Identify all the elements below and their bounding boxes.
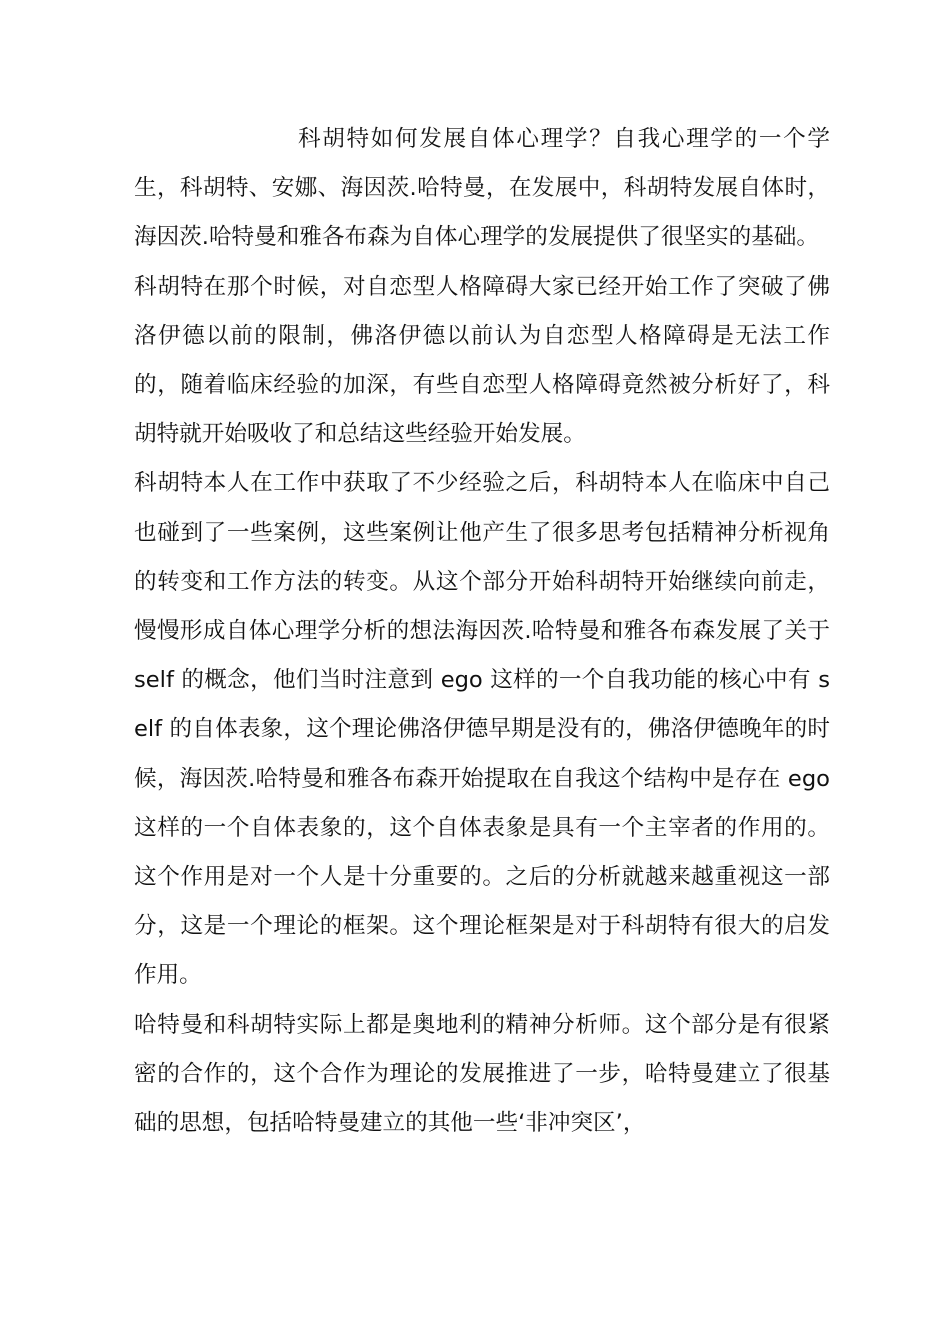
paragraph-1: 科胡特如何发展自体心理学？自我心理学的一个学生，科胡特、安娜、海因茨.哈特曼，在发展中，科胡特发展自体时，海因茨.哈特曼和雅各布森为自体心理学的发展提供了很坚实的基础。 (134, 126, 830, 251)
paragraph-2: 科胡特在那个时候，对自恋型人格障碍大家已经开始工作了突破了佛洛伊德以前的限制，佛洛伊德以前认为自恋型人格障碍是无法工作的，随着临床经验的加深，有些自恋型人格障碍竟然被分析好了，科胡特就开始吸收了和总结这些经验开始发展。 (134, 273, 830, 448)
body-text (134, 115, 838, 1148)
paragraph-4: 哈特曼和科胡特实际上都是奥地利的精神分析师。这个部分是有很紧密的合作的，这个合作为理论的发展推进了一步，哈特曼建立了很基础的思想，包括哈特曼建立的其他一些‘非冲突区’， (134, 1011, 830, 1137)
paragraph-3: 科胡特本人在工作中获取了不少经验之后，科胡特本人在临床中自己也碰到了一些案例，这些案例让他产生了很多思考包括精神分析视角的转变和工作方法的转变。从这个部分开始科胡特开始继续向前走，慢慢形成自体心理学分析的想法海因茨.哈特曼和雅各布森发展了关于 self 的概念，他们当时注意到 ego 这样的一个自我功能的核心中有 self 的自体表象，这个理论佛洛伊德早期是没有的，佛洛伊德晚年的时候，海因茨.哈特曼和雅各布森开始提取在自我这个结构中是存在 ego 这样的一个自体表象的，这个自体表象是具有一个主宰者的作用的。这个作用是对一个人是十分重要的。之后的分析就越来越重视这一部分，这是一个理论的框架。这个理论框架是对于科胡特有很大的启发作用。 (134, 470, 838, 989)
